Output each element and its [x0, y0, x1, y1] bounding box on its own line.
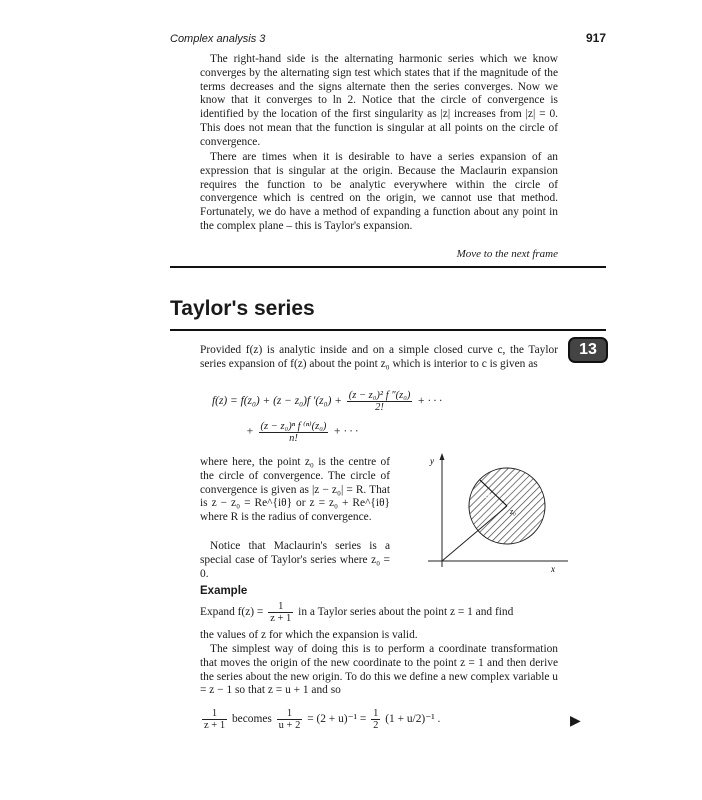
- taylor-equation-line-1: [212, 390, 442, 413]
- expand-fraction: [268, 601, 293, 624]
- final-tail: (1 + u/2)⁻¹ .: [385, 713, 441, 726]
- final-den-3: 2: [373, 720, 379, 731]
- running-title: Complex analysis 3: [170, 33, 266, 45]
- eq2-numerator: (z − z₀)ⁿ f ⁽ⁿ⁾(z₀): [260, 421, 327, 432]
- section-title: Taylor's series: [170, 297, 315, 320]
- eq2-tail: + · · ·: [333, 425, 359, 438]
- paragraph-2: There are times when it is desirable to have a series expansion of an expression that is singular at the origin. Because the Maclaurin expansion requires the function to be analytic everywhere within the circle of convergence which is centred on the origin, we cannot use that method. Fortunately, we do have a method of expanding a function about any point in the complex plane – this is Taylor's expansion.: [200, 151, 558, 232]
- x-axis-label: x: [551, 564, 555, 574]
- eq2-fraction: [259, 420, 329, 444]
- expand-tail: in a Taylor series about the point z = 1 and find: [298, 606, 514, 619]
- next-page-arrow-icon[interactable]: ▶: [570, 714, 581, 729]
- final-den-2: u + 2: [278, 720, 301, 731]
- final-fraction-2: [277, 708, 303, 731]
- eq1-denominator: 2!: [375, 402, 384, 413]
- intro-text: Provided f(z) is analytic inside and on a simple closed curve c, the Taylor series expansion of f(z) about the point z₀ which is interior to c is given as: [200, 344, 558, 370]
- column-text-1: where here, the point z₀ is the centre of the circle of convergence. The circle of convergence is given as |z − z₀| = R. That is z − z₀ = Re^{iθ} or z = z₀ + Re^{iθ} where R is the radius of convergence.: [200, 456, 390, 524]
- example-statement: [200, 601, 513, 624]
- paragraph-1: The right-hand side is the alternating harmonic series which we know converges by the alternating sign test which states that if the magnitude of the terms decreases and the signs alternate then the series converges. Now we know that it converges to ln 2. Notice that the circle of convergence is identified by the location of the first singularity as |z| increases from |z| = 0. This does not mean that the function is singular at all points on the circle of convergence.: [200, 53, 558, 148]
- example-statement-line-2: the values of z for which the expansion is valid.: [200, 629, 418, 641]
- eq2-lead: +: [246, 425, 254, 438]
- y-axis-label: y: [430, 456, 434, 466]
- final-fraction-1: [202, 708, 227, 731]
- final-den-1: z + 1: [204, 720, 226, 731]
- column-text-2: Notice that Maclaurin's series is a special case of Taylor's series where z₀ = 0.: [200, 540, 390, 580]
- example-explanation: The simplest way of doing this is to perform a coordinate transformation that moves the origin of the new coordinate to the point z = 1 and then derive the series about the new origin. To do this we define a new complex variable u = z − 1 so that z = u + 1 and so: [200, 643, 558, 697]
- final-mid: = (2 + u)⁻¹ =: [307, 713, 367, 726]
- eq1-fraction: [347, 390, 413, 413]
- expand-lead: Expand f(z) =: [200, 606, 264, 619]
- radius-label: R: [485, 491, 490, 500]
- final-num-3: 1: [373, 708, 379, 719]
- eq1-numerator: (z − z₀)² f ″(z₀): [348, 390, 411, 401]
- example-heading: Example: [200, 585, 248, 597]
- convergence-diagram: [420, 450, 570, 575]
- final-num-1: 1: [202, 708, 227, 720]
- eq1-lead: f(z) = f(z₀) + (z − z₀)f ′(z₀) +: [212, 395, 342, 408]
- y-axis-arrow: [440, 453, 445, 460]
- section-rule-top: [170, 266, 606, 268]
- eq1-tail: + · · ·: [417, 395, 442, 408]
- final-becomes: becomes: [231, 713, 272, 726]
- page-number: 917: [585, 31, 606, 45]
- expand-numerator: 1: [268, 601, 293, 613]
- taylor-equation-line-2: [246, 420, 358, 444]
- center-label: z₀: [510, 507, 516, 516]
- move-on-link[interactable]: Move to the next frame: [456, 248, 558, 260]
- final-fraction-3: [371, 708, 380, 731]
- expand-denominator: z + 1: [270, 613, 292, 624]
- final-num-2: 1: [277, 708, 303, 720]
- eq2-denominator: n!: [289, 433, 298, 444]
- frame-number-badge: 13: [568, 337, 608, 363]
- final-equation: [200, 708, 440, 731]
- section-rule-bottom: [170, 329, 606, 331]
